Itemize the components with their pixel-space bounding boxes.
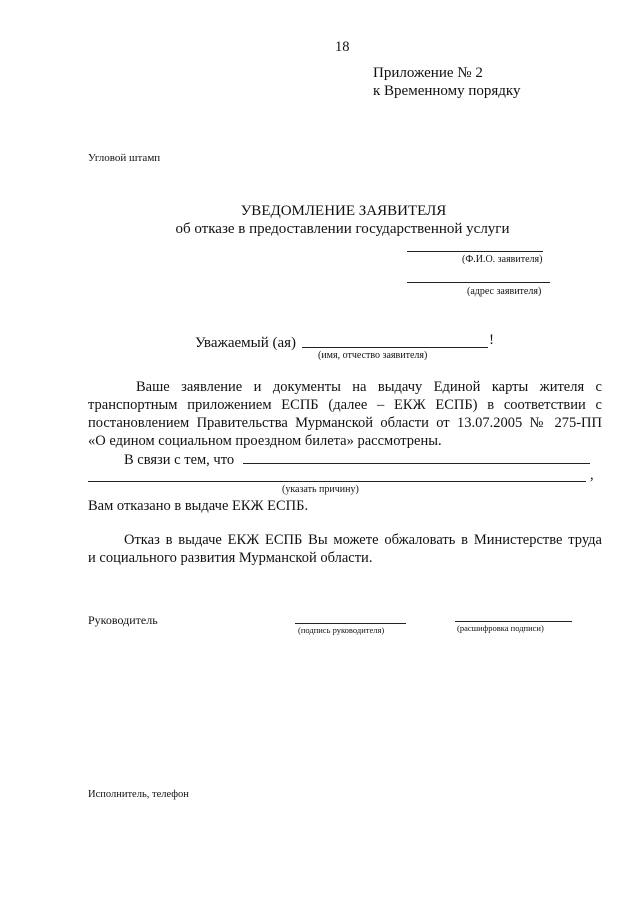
reason-line-2 bbox=[88, 481, 586, 482]
page-number: 18 bbox=[335, 39, 350, 55]
salutation-name-line bbox=[302, 347, 488, 348]
salutation-caption: (имя, отчество заявителя) bbox=[318, 350, 428, 361]
appendix-line-1: Приложение № 2 bbox=[373, 65, 483, 81]
refusal-text: Вам отказано в выдаче ЕКЖ ЕСПБ. bbox=[88, 498, 309, 514]
reason-comma: , bbox=[590, 467, 594, 483]
signature-role: Руководитель bbox=[88, 613, 158, 627]
applicant-fio-line bbox=[407, 251, 543, 252]
body-line-2: транспортным приложением ЕСПБ (далее – ЕКЖ ЕСПБ) в соответствии с bbox=[88, 397, 602, 413]
executor-phone-label: Исполнитель, телефон bbox=[88, 789, 189, 800]
applicant-address-caption: (адрес заявителя) bbox=[467, 286, 542, 297]
appeal-line-1: Отказ в выдаче ЕКЖ ЕСПБ Вы можете обжаловать в Министерстве труда bbox=[124, 532, 602, 548]
applicant-fio-caption: (Ф.И.О. заявителя) bbox=[462, 254, 543, 265]
body-line-3: постановлением Правительства Мурманской области от 13.07.2005 № 275-ПП bbox=[88, 415, 602, 431]
body-line-4: «О едином социальном проездном билета» рассмотрены. bbox=[88, 433, 442, 449]
appeal-line-2: и социального развития Мурманской области. bbox=[88, 550, 373, 566]
appendix-line-2: к Временному порядку bbox=[373, 83, 521, 99]
body-line-1: Ваше заявление и документы на выдачу Единой карты жителя с bbox=[136, 379, 602, 395]
corner-stamp-label: Угловой штамп bbox=[88, 152, 161, 164]
signature-line bbox=[295, 623, 406, 624]
signature-caption: (подпись руководителя) bbox=[298, 625, 385, 635]
signature-decode-line bbox=[455, 621, 572, 622]
document-title: УВЕДОМЛЕНИЕ ЗАЯВИТЕЛЯ bbox=[240, 203, 447, 219]
signature-decode-caption: (расшифровка подписи) bbox=[457, 623, 544, 633]
applicant-address-line bbox=[407, 282, 550, 283]
reason-prefix: В связи с тем, что bbox=[124, 452, 235, 468]
reason-line-1 bbox=[243, 463, 590, 464]
reason-caption: (указать причину) bbox=[282, 484, 359, 495]
document-subtitle: об отказе в предоставлении государственной услуги bbox=[175, 221, 510, 237]
salutation-exclamation: ! bbox=[489, 332, 494, 348]
salutation-prefix: Уважаемый (ая) bbox=[195, 335, 297, 351]
